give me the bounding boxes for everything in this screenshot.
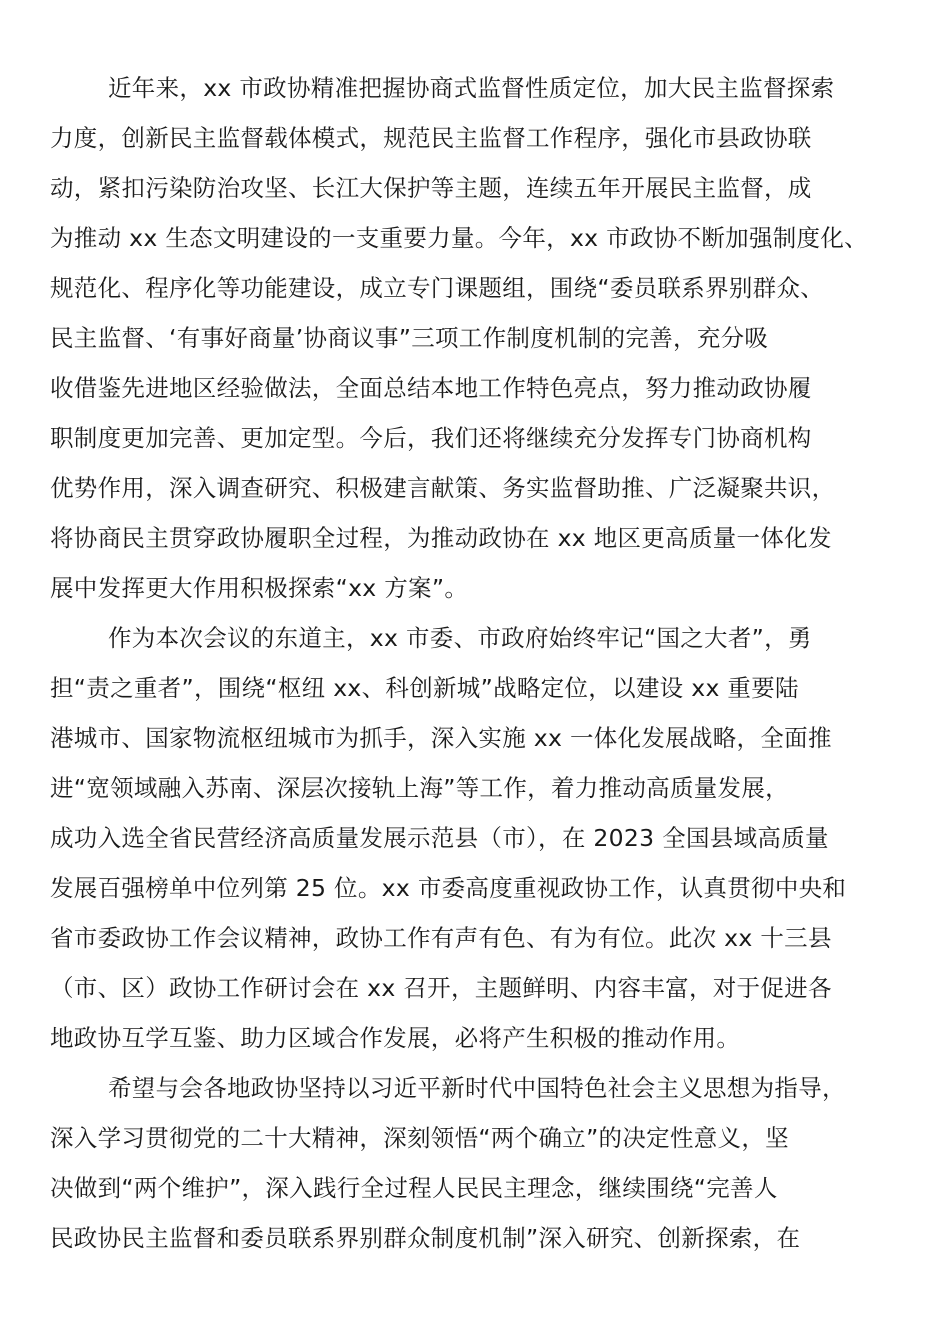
- paragraph-1-line-10: 将协商民主贯穿政协履职全过程，为推动政协在 xx 地区更高质量一体化发: [50, 524, 832, 552]
- paragraph-1-line-9: 优势作用，深入调查研究、积极建言献策、务实监督助推、广泛凝聚共识，: [50, 474, 836, 502]
- paragraph-2-line-5: 成功入选全省民营经济高质量发展示范县（市），在 2023 全国县域高质量: [50, 824, 829, 852]
- paragraph-1-line-2: 力度，创新民主监督载体模式，规范民主监督工作程序，强化市县政协联: [50, 124, 812, 152]
- paragraph-2-line-7: 省市委政协工作会议精神，政协工作有声有色、有为有位。此次 xx 十三县: [50, 924, 832, 952]
- paragraph-1-line-8: 职制度更加完善、更加定型。今后，我们还将继续充分发挥专门协商机构: [50, 424, 812, 452]
- paragraph-2-line-1: 作为本次会议的东道主，xx 市委、市政府始终牢记“国之大者”，勇: [108, 624, 812, 652]
- paragraph-2-line-3: 港城市、国家物流枢纽城市为抓手，深入实施 xx 一体化发展战略，全面推: [50, 724, 832, 752]
- paragraph-1-line-6: 民主监督、‘有事好商量’协商议事”三项工作制度机制的完善，充分吸: [50, 324, 769, 352]
- paragraph-3-line-2: 深入学习贯彻党的二十大精神，深刻领悟“两个确立”的决定性意义，坚: [50, 1124, 789, 1152]
- paragraph-2-line-9: 地政协互学互鉴、助力区域合作发展，必将产生积极的推动作用。: [50, 1024, 741, 1052]
- paragraph-2-line-4: 进“宽领域融入苏南、深层次接轨上海”等工作，着力推动高质量发展，: [50, 774, 789, 802]
- paragraph-3-line-3: 决做到“两个维护”，深入践行全过程人民民主理念，继续围绕“完善人: [50, 1174, 778, 1202]
- paragraph-1-line-7: 收借鉴先进地区经验做法，全面总结本地工作特色亮点，努力推动政协履: [50, 374, 812, 402]
- paragraph-3-line-4: 民政协民主监督和委员联系界别群众制度机制”深入研究、创新探索，在: [50, 1224, 801, 1252]
- paragraph-1-line-11: 展中发挥更大作用积极探索“xx 方案”。: [50, 574, 469, 602]
- paragraph-1-line-3: 动，紧扣污染防治攻坚、长江大保护等主题，连续五年开展民主监督，成: [50, 174, 812, 202]
- paragraph-3-line-1: 希望与会各地政协坚持以习近平新时代中国特色社会主义思想为指导，: [108, 1074, 846, 1102]
- paragraph-2-line-8: （市、区）政协工作研讨会在 xx 召开，主题鲜明、内容丰富，对于促进各: [50, 974, 832, 1002]
- paragraph-2-line-2: 担“责之重者”，围绕“枢纽 xx、科创新城”战略定位，以建设 xx 重要陆: [50, 674, 799, 702]
- paragraph-2-line-6: 发展百强榜单中位列第 25 位。xx 市委高度重视政协工作，认真贯彻中央和: [50, 874, 847, 902]
- paragraph-1-line-4: 为推动 xx 生态文明建设的一支重要力量。今年，xx 市政协不断加强制度化、: [50, 224, 868, 252]
- paragraph-1-line-1: 近年来，xx 市政协精准把握协商式监督性质定位，加大民主监督探索: [108, 74, 835, 102]
- paragraph-1-line-5: 规范化、程序化等功能建设，成立专门课题组，围绕“委员联系界别群众、: [50, 274, 825, 302]
